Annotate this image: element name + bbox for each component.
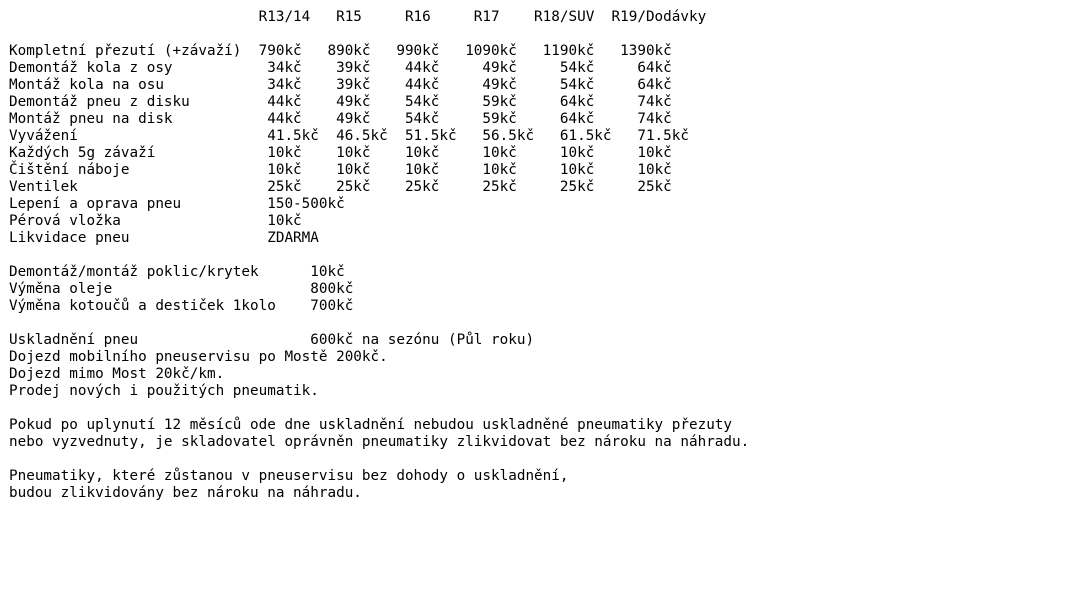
price-row: Likvidace pneu ZDARMA (9, 230, 319, 246)
price-row: Demontáž kola z osy 34kč 39kč 44kč 49kč 54kč 64kč (9, 60, 672, 76)
price-row: Každých 5g závaží 10kč 10kč 10kč 10kč 10kč 10kč (9, 145, 672, 161)
price-row: Čištění náboje 10kč 10kč 10kč 10kč 10kč 10kč (9, 162, 672, 178)
service-row: Demontáž/montáž poklic/krytek 10kč (9, 264, 345, 280)
blank-line (9, 26, 749, 43)
notice-line: budou zlikvidovány bez nároku na náhradu. (9, 485, 362, 501)
notice-line: Pokud po uplynutí 12 měsíců ode dne uskladnění nebudou uskladněné pneumatiky přezuty (9, 417, 733, 433)
price-row: Ventilek 25kč 25kč 25kč 25kč 25kč 25kč (9, 179, 672, 195)
notice-line: nebo vyzvednuty, je skladovatel oprávněn pneumatiky zlikvidovat bez nároku na náhradu. (9, 434, 750, 450)
service-row: Výměna kotoučů a destiček 1kolo 700kč (9, 298, 354, 314)
price-row: Montáž kola na osu 34kč 39kč 44kč 49kč 54kč 64kč (9, 77, 672, 93)
notice-line: Pneumatiky, které zůstanou v pneuservisu bez dohody o uskladnění, (9, 468, 569, 484)
price-row: Lepení a oprava pneu 150-500kč (9, 196, 345, 212)
price-row: Pérová vložka 10kč (9, 213, 302, 229)
info-line: Dojezd mobilního pneuservisu po Mostě 200kč. (9, 349, 388, 365)
info-line: Dojezd mimo Most 20kč/km. (9, 366, 225, 382)
price-row: Demontáž pneu z disku 44kč 49kč 54kč 59kč 64kč 74kč (9, 94, 672, 110)
price-row: Kompletní přezutí (+závaží) 790kč 890kč 990kč 1090kč 1190kč 1390kč (9, 43, 672, 59)
info-line: Prodej nových i použitých pneumatik. (9, 383, 319, 399)
price-row: Vyvážení 41.5kč 46.5kč 51.5kč 56.5kč 61.5kč 71.5kč (9, 128, 689, 144)
blank-line (9, 400, 749, 417)
storage-row: Uskladnění pneu 600kč na sezónu (Půl roku) (9, 332, 535, 348)
blank-line (9, 247, 749, 264)
blank-line (9, 451, 749, 468)
table-header-row: R13/14 R15 R16 R17 R18/SUV R19/Dodávky (9, 9, 707, 25)
price-list-document (9, 9, 749, 502)
blank-line (9, 315, 749, 332)
price-row: Montáž pneu na disk 44kč 49kč 54kč 59kč 64kč 74kč (9, 111, 672, 127)
service-row: Výměna oleje 800kč (9, 281, 354, 297)
